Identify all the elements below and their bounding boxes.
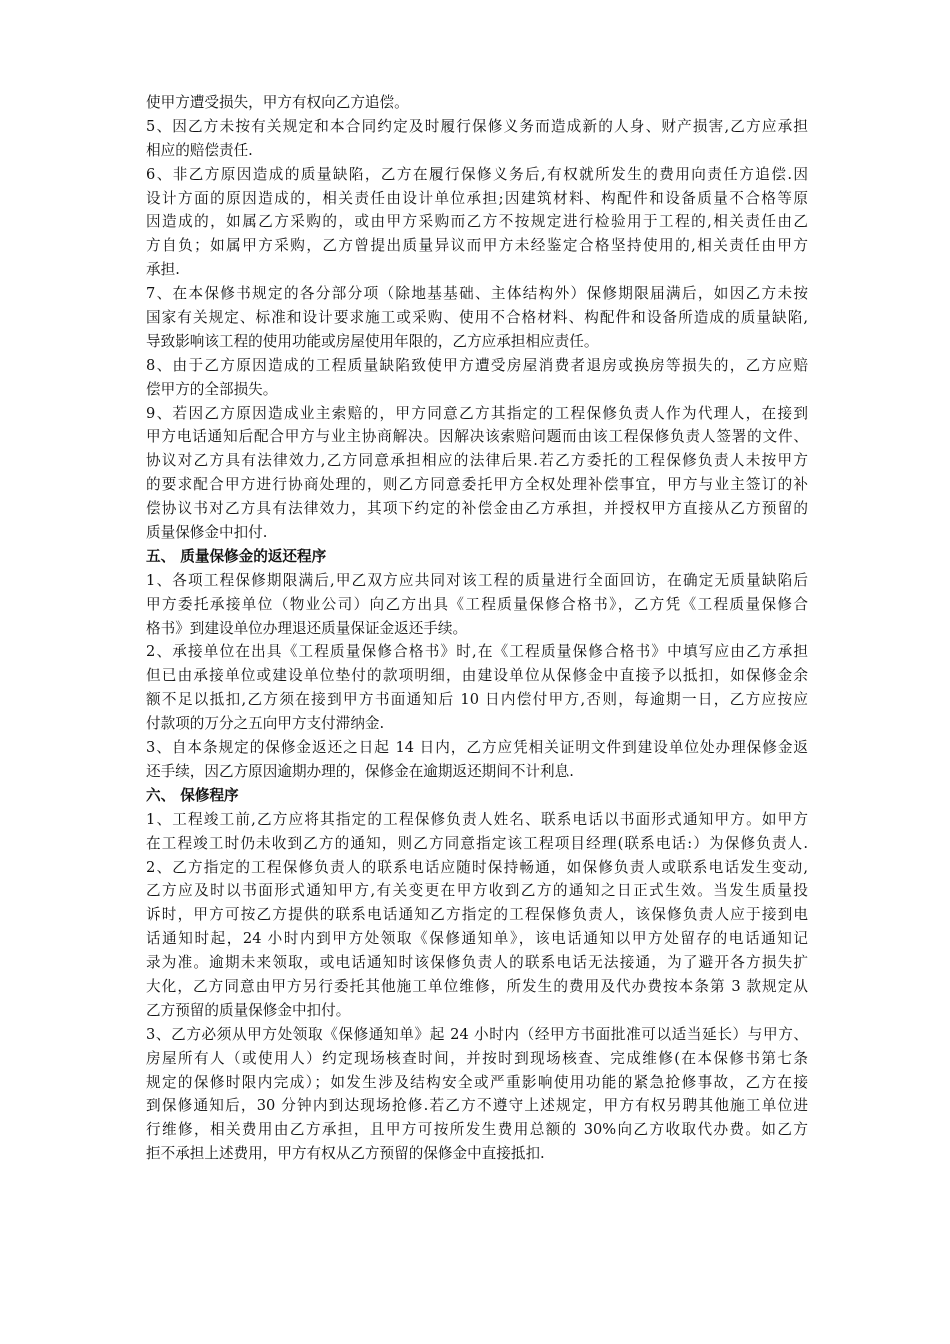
text-line: 偿协议书对乙方具有法律效力，其项下约定的补偿金由乙方承担，并授权甲方直接从乙方预留的 [146,500,808,518]
document-body [146,91,808,1166]
text-line: 诉时，甲方可按乙方提供的联系电话通知乙方指定的工程保修负责人，该保修负责人应于接到电 [146,906,808,924]
text-line: 录为准。逾期未来领取，或电话通知时该保修负责人的联系电话无法接通，为了避开各方损失扩 [146,954,808,972]
text-line: 拒不承担上述费用，甲方有权从乙方预留的保修金中直接抵扣. [146,1145,545,1163]
text-line: 规定的保修时限内完成）；如发生涉及结构安全或严重影响使用功能的紧急抢修事故，乙方在接 [146,1073,808,1091]
text-line: 导致影响该工程的使用功能或房屋使用年限的，乙方应承担相应责任。 [146,332,599,350]
text-line: 协议对乙方具有法律效力,乙方同意承担相应的法律后果.若乙方委托的工程保修负责人未按甲方 [146,452,808,470]
text-line: 6、非乙方原因造成的质量缺陷，乙方在履行保修义务后,有权就所发生的费用向责任方追偿.因 [146,165,808,183]
text-line: 甲方电话通知后配合甲方与业主协商解决。因解决该索赔问题而由该工程保修负责人签署的文件、 [146,428,808,446]
text-line: 3、自本条规定的保修金返还之日起 14 日内，乙方应凭相关证明文件到建设单位处办理保修金返 [146,739,808,757]
text-line: 承担. [146,261,180,279]
text-line: 行维修，相关费用由乙方承担，且甲方可按所发生费用总额的 30%向乙方收取代办费。如乙方 [146,1121,808,1139]
text-line: 乙方预留的质量保修金中扣付。 [146,1001,351,1019]
text-line: 房屋所有人（或使用人）约定现场核查时间，并按时到现场核查、完成维修(在本保修书第七条 [146,1049,808,1067]
text-line: 相应的赔偿责任. [146,141,253,159]
text-line: 1、工程竣工前,乙方应将其指定的工程保修负责人姓名、联系电话以书面形式通知甲方。如甲方 [146,810,808,828]
text-line: 到保修通知后，30 分钟内到达现场抢修.若乙方不遵守上述规定，甲方有权另聘其他施工单位进 [146,1097,808,1115]
text-line: 2、承接单位在出具《工程质量保修合格书》时,在《工程质量保修合格书》中填写应由乙方承担 [146,643,808,661]
section-heading: 五、 质量保修金的返还程序 [146,547,327,565]
text-line: 7、在本保修书规定的各分部分项（除地基基础、主体结构外）保修期限届满后，如因乙方未按 [146,285,808,303]
text-line: 大化，乙方同意由甲方另行委托其他施工单位维修，所发生的费用及代办费按本条第 3 款规定从 [146,977,808,995]
text-line: 2、乙方指定的工程保修负责人的联系电话应随时保持畅通，如保修负责人或联系电话发生变动, [146,858,808,876]
text-line: 因造成的，如属乙方采购的，或由甲方采购而乙方不按规定进行检验用于工程的,相关责任由乙 [146,213,808,231]
text-line: 国家有关规定、标准和设计要求施工或采购、使用不合格材料、构配件和设备所造成的质量缺陷, [146,309,808,327]
text-line: 话通知时起，24 小时内到甲方处领取《保修通知单》，该电话通知以甲方处留存的电话通知记 [146,930,808,948]
text-line: 3、乙方必须从甲方处领取《保修通知单》起 24 小时内（经甲方书面批准可以适当延长）与甲方、 [146,1025,808,1043]
section-heading: 六、 保修程序 [146,786,239,804]
text-line: 1、各项工程保修期限满后,甲乙双方应共同对该工程的质量进行全面回访，在确定无质量缺陷后 [146,571,808,589]
text-line: 但已由承接单位或建设单位垫付的款项明细，由建设单位从保修金中直接予以抵扣，如保修金余 [146,667,808,685]
text-line: 方自负；如属甲方采购，乙方曾提出质量异议而甲方未经鉴定合格坚持使用的,相关责任由甲方 [146,237,808,255]
text-line: 偿甲方的全部损失。 [146,380,278,398]
text-line: 在工程竣工时仍未收到乙方的通知，则乙方同意指定该工程项目经理(联系电话:）为保修负责人. [146,834,808,852]
text-line: 8、由于乙方原因造成的工程质量缺陷致使甲方遭受房屋消费者退房或换房等损失的，乙方应赔 [146,356,808,374]
text-line: 使甲方遭受损失，甲方有权向乙方追偿。 [146,94,409,111]
text-line: 质量保修金中扣付. [146,524,268,542]
text-line: 5、因乙方未按有关规定和本合同约定及时履行保修义务而造成新的人身、财产损害,乙方应承担 [146,117,808,135]
text-line: 9、若因乙方原因造成业主索赔的，甲方同意乙方其指定的工程保修负责人作为代理人，在接到 [146,404,808,422]
text-line: 乙方应及时以书面形式通知甲方,有关变更在甲方收到乙方的通知之日正式生效。当发生质量投 [146,882,808,900]
text-line: 格书》到建设单位办理退还质量保证金返还手续。 [146,619,468,637]
text-line: 付款项的万分之五向甲方支付滞纳金. [146,715,385,733]
text-line: 的要求配合甲方进行协商处理的，则乙方同意委托甲方全权处理补偿事宜，甲方与业主签订的补 [146,476,808,494]
text-line: 设计方面的原因造成的，相关责任由设计单位承担;因建筑材料、构配件和设备质量不合格等原 [146,189,808,207]
text-line: 甲方委托承接单位（物业公司）向乙方出具《工程质量保修合格书》，乙方凭《工程质量保修合 [146,595,808,613]
text-line: 额不足以抵扣,乙方须在接到甲方书面通知后 10 日内偿付甲方,否则，每逾期一日，乙方应按应 [146,691,808,709]
text-line: 还手续，因乙方原因逾期办理的，保修金在逾期返还期间不计利息. [146,762,574,780]
